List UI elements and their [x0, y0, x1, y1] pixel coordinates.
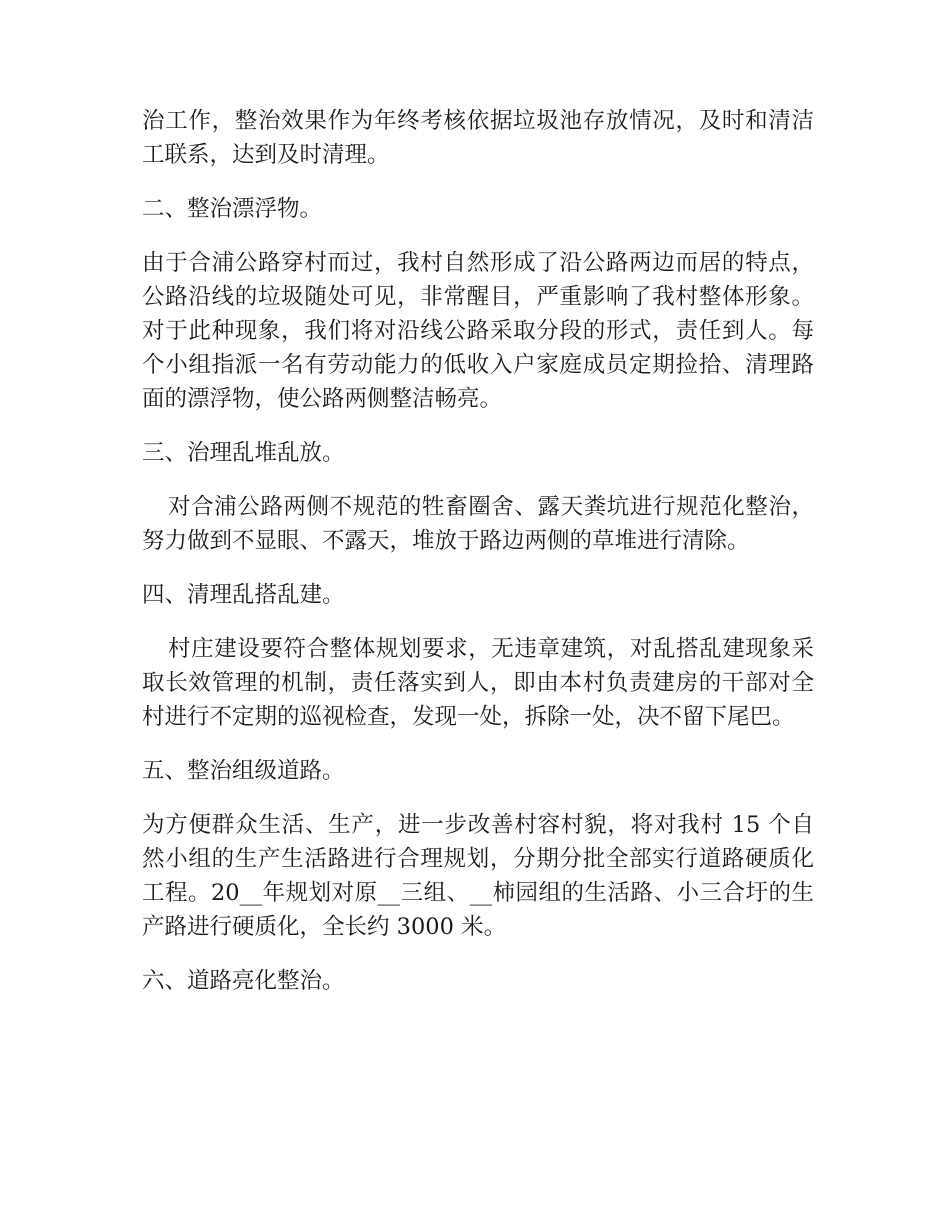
paragraph-clutter: 对合浦公路两侧不规范的牲畜圈舍、露天粪坑进行规范化整治，努力做到不显眼、不露天，堆放于路边两侧的草堆进行清除。 — [142, 494, 814, 554]
paragraph-floating-debris: 由于合浦公路穿村而过，我村自然形成了沿公路两边而居的特点，公路沿线的垃圾随处可见，非常醒目，严重影响了我村整体形象。对于此种现象，我们将对沿线公路采取分段的形式，责任到人。每个小组指派一名有劳动能力的低收入户家庭成员定期捡拾、清理路面的漂浮物，使公路两侧整洁畅亮。 — [142, 250, 814, 412]
heading-section-4: 四、清理乱搭乱建。 — [142, 582, 345, 608]
heading-section-5: 五、整治组级道路。 — [142, 758, 345, 784]
paragraph-continuation: 治工作，整治效果作为年终考核依据垃圾池存放情况，及时和清洁工联系，达到及时清理。 — [142, 108, 814, 168]
heading-section-3: 三、治理乱堆乱放。 — [142, 440, 345, 466]
document-page — [142, 104, 814, 1018]
heading-section-2: 二、整治漂浮物。 — [142, 196, 323, 222]
paragraph-illegal-construction: 村庄建设要符合整体规划要求，无违章建筑，对乱搭乱建现象采取长效管理的机制，责任落实到人，即由本村负责建房的干部对全村进行不定期的巡视检查，发现一处，拆除一处，决不留下尾巴。 — [142, 636, 814, 730]
heading-section-6: 六、道路亮化整治。 — [142, 968, 345, 994]
paragraph-group-roads: 为方便群众生活、生产，进一步改善村容村貌，将对我村 15 个自然小组的生产生活路进行合理规划，分期分批全部实行道路硬质化工程。20__年规划对原__三组、__柿园组的生活路、小三合圩的生产路进行硬质化，全长约 3000 米。 — [142, 812, 814, 940]
